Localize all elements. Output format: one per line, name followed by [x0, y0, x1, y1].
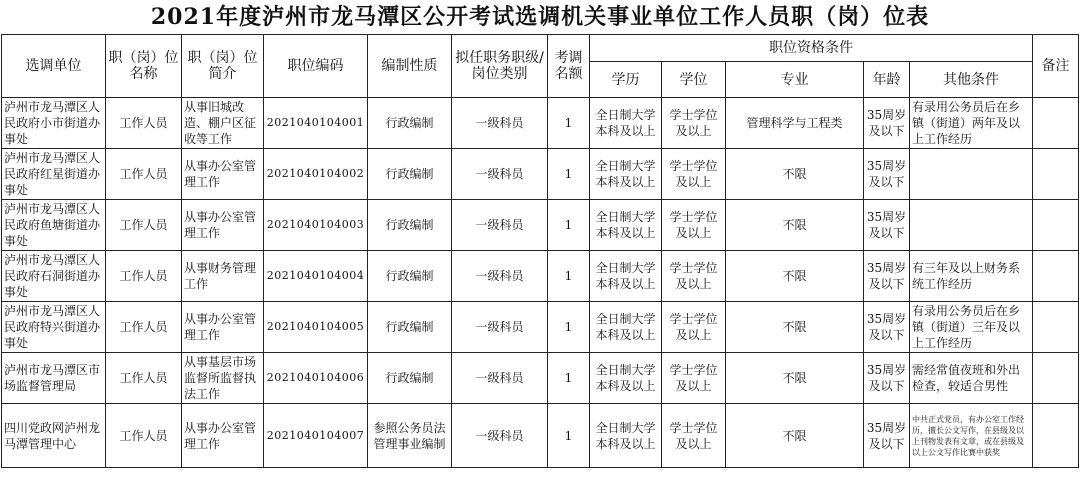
cell-major: 不限: [726, 404, 864, 468]
cell-age: 35周岁及以下: [864, 404, 910, 468]
cell-rank: 一级科员: [452, 251, 548, 302]
cell-quota: 1: [548, 404, 590, 468]
cell-degree: 学士学位及以上: [662, 251, 726, 302]
cell-other: 有三年及以上财务系统工作经历: [910, 251, 1033, 302]
cell-post-name: 工作人员: [106, 404, 182, 468]
cell-unit: 泸州市龙马潭区人民政府石洞街道办事处: [2, 251, 106, 302]
page-title: 2021年度泸州市龙马潭区公开考试选调机关事业单位工作人员职（岗）位表: [150, 4, 930, 30]
cell-post-name: 工作人员: [106, 149, 182, 200]
cell-age: 35周岁及以下: [864, 200, 910, 251]
cell-rank: 一级科员: [452, 98, 548, 149]
cell-code: 2021040104002: [264, 149, 368, 200]
cell-rank: 一级科员: [452, 404, 548, 468]
cell-nature: 行政编制: [368, 98, 452, 149]
cell-unit: 泸州市龙马潭区人民政府红星街道办事处: [2, 149, 106, 200]
cell-degree: 学士学位及以上: [662, 302, 726, 353]
cell-code: 2021040104006: [264, 353, 368, 404]
cell-remarks: [1033, 98, 1079, 149]
cell-unit: 四川党政网泸州龙马潭管理中心: [2, 404, 106, 468]
cell-remarks: [1033, 353, 1079, 404]
cell-unit: 泸州市龙马潭区人民政府小市街道办事处: [2, 98, 106, 149]
cell-post-name: 工作人员: [106, 251, 182, 302]
cell-remarks: [1033, 149, 1079, 200]
cell-remarks: [1033, 404, 1079, 468]
cell-quota: 1: [548, 302, 590, 353]
cell-age: 35周岁及以下: [864, 98, 910, 149]
cell-post-desc: 从事办公室管理工作: [182, 200, 264, 251]
cell-other: 有录用公务员后在乡镇（街道）三年及以上工作经历: [910, 302, 1033, 353]
cell-education: 全日制大学本科及以上: [590, 200, 662, 251]
cell-major: 不限: [726, 149, 864, 200]
cell-other: 有录用公务员后在乡镇（街道）两年及以上工作经历: [910, 98, 1033, 149]
cell-nature: 行政编制: [368, 302, 452, 353]
table-row: [2, 200, 1079, 251]
header-unit: 选调单位: [2, 35, 106, 98]
cell-major: 管理科学与工程类: [726, 98, 864, 149]
cell-major: 不限: [726, 353, 864, 404]
cell-degree: 学士学位及以上: [662, 98, 726, 149]
cell-post-name: 工作人员: [106, 302, 182, 353]
cell-education: 全日制大学本科及以上: [590, 404, 662, 468]
cell-post-desc: 从事旧城改造、棚户区征收等工作: [182, 98, 264, 149]
cell-unit: 泸州市龙马潭区人民政府特兴街道办事处: [2, 302, 106, 353]
cell-other: 中共正式党员，有办公室工作经历，擅长公文写作，在县级及以上刊物发表有文章，或在县级及以上公文写作比赛中获奖: [910, 404, 1033, 468]
cell-age: 35周岁及以下: [864, 251, 910, 302]
cell-education: 全日制大学本科及以上: [590, 353, 662, 404]
header-qualifications: 职位资格条件: [590, 35, 1033, 62]
cell-remarks: [1033, 302, 1079, 353]
cell-post-desc: 从事办公室管理工作: [182, 404, 264, 468]
header-quota: 考调名额: [548, 35, 590, 98]
cell-post-desc: 从事办公室管理工作: [182, 149, 264, 200]
header-major: 专业: [726, 62, 864, 98]
table-row: [2, 353, 1079, 404]
cell-education: 全日制大学本科及以上: [590, 251, 662, 302]
cell-degree: 学士学位及以上: [662, 404, 726, 468]
cell-rank: 一级科员: [452, 149, 548, 200]
cell-code: 2021040104005: [264, 302, 368, 353]
header-nature: 编制性质: [368, 35, 452, 98]
table-row: [2, 98, 1079, 149]
table-row: [2, 404, 1079, 468]
cell-remarks: [1033, 200, 1079, 251]
header-rank: 拟任职务职级/岗位类别: [452, 35, 548, 98]
cell-degree: 学士学位及以上: [662, 149, 726, 200]
cell-post-desc: 从事基层市场监督所监督执法工作: [182, 353, 264, 404]
header-code: 职位编码: [264, 35, 368, 98]
cell-rank: 一级科员: [452, 353, 548, 404]
cell-age: 35周岁及以下: [864, 302, 910, 353]
cell-degree: 学士学位及以上: [662, 200, 726, 251]
cell-other: [910, 149, 1033, 200]
cell-remarks: [1033, 251, 1079, 302]
cell-unit: 泸州市龙马潭区市场监督管理局: [2, 353, 106, 404]
cell-rank: 一级科员: [452, 302, 548, 353]
cell-quota: 1: [548, 98, 590, 149]
positions-table: [1, 34, 1079, 468]
cell-quota: 1: [548, 353, 590, 404]
cell-education: 全日制大学本科及以上: [590, 98, 662, 149]
cell-age: 35周岁及以下: [864, 149, 910, 200]
cell-quota: 1: [548, 200, 590, 251]
cell-code: 2021040104003: [264, 200, 368, 251]
cell-major: 不限: [726, 251, 864, 302]
cell-code: 2021040104007: [264, 404, 368, 468]
cell-nature: 行政编制: [368, 200, 452, 251]
cell-nature: 行政编制: [368, 251, 452, 302]
cell-rank: 一级科员: [452, 200, 548, 251]
header-degree: 学位: [662, 62, 726, 98]
header-other: 其他条件: [910, 62, 1033, 98]
cell-post-name: 工作人员: [106, 353, 182, 404]
cell-education: 全日制大学本科及以上: [590, 302, 662, 353]
cell-quota: 1: [548, 149, 590, 200]
cell-other: [910, 200, 1033, 251]
header-remarks: 备注: [1033, 35, 1079, 98]
cell-code: 2021040104001: [264, 98, 368, 149]
table-row: [2, 302, 1079, 353]
header-education: 学历: [590, 62, 662, 98]
cell-age: 35周岁及以下: [864, 353, 910, 404]
cell-post-desc: 从事财务管理工作: [182, 251, 264, 302]
cell-code: 2021040104004: [264, 251, 368, 302]
cell-post-desc: 从事办公室管理工作: [182, 302, 264, 353]
cell-major: 不限: [726, 302, 864, 353]
header-age: 年龄: [864, 62, 910, 98]
cell-degree: 学士学位及以上: [662, 353, 726, 404]
cell-major: 不限: [726, 200, 864, 251]
cell-unit: 泸州市龙马潭区人民政府鱼塘街道办事处: [2, 200, 106, 251]
table-row: [2, 251, 1079, 302]
cell-quota: 1: [548, 251, 590, 302]
cell-nature: 行政编制: [368, 353, 452, 404]
cell-nature: 参照公务员法管理事业编制: [368, 404, 452, 468]
table-row: [2, 149, 1079, 200]
cell-post-name: 工作人员: [106, 200, 182, 251]
header-post-name: 职（岗）位名称: [106, 35, 182, 98]
cell-nature: 行政编制: [368, 149, 452, 200]
header-post-desc: 职（岗）位简介: [182, 35, 264, 98]
cell-education: 全日制大学本科及以上: [590, 149, 662, 200]
cell-post-name: 工作人员: [106, 98, 182, 149]
cell-other: 需经常值夜班和外出检查，较适合男性: [910, 353, 1033, 404]
